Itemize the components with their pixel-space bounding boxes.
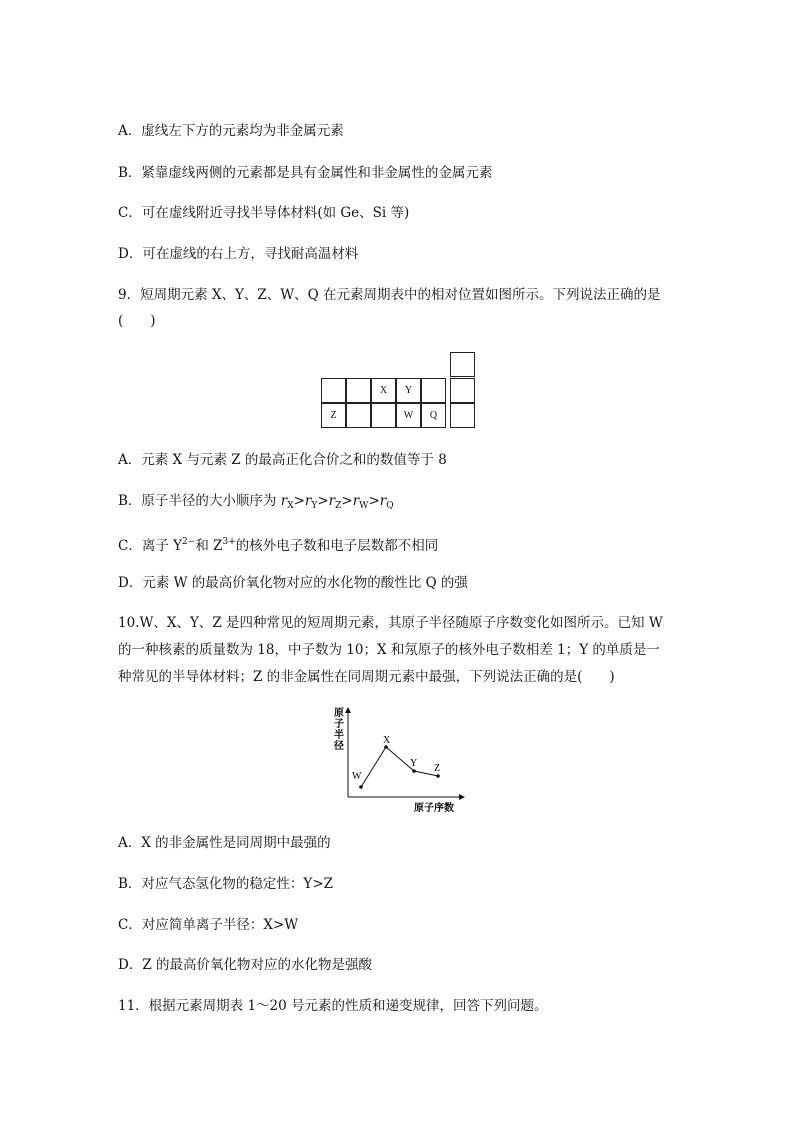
- superscript: 3+: [222, 537, 236, 547]
- radius-symbol: r: [352, 493, 360, 509]
- option-c-suffix: 的核外电子数和电子层数都不相同: [235, 538, 439, 554]
- q10-option-a: A．X 的非金属性是同周期中最强的: [118, 835, 331, 851]
- radius-trend-line: [361, 747, 441, 787]
- element-w-label: W: [403, 410, 414, 421]
- point-label-z: Z: [434, 763, 441, 774]
- q8-option-d: D．可在虚线的右上方，寻找耐高温材料: [118, 246, 359, 262]
- point-label-w: W: [352, 771, 362, 782]
- table-cell: [450, 403, 475, 428]
- y-label-char: 半: [334, 730, 344, 741]
- table-cell: [421, 378, 446, 403]
- q8-option-c: C．可在虚线附近寻找半导体材料(如 Ge、Si 等): [118, 205, 410, 221]
- radius-symbol: r: [304, 493, 312, 509]
- option-b-prefix: B．原子半径的大小顺序为: [118, 493, 281, 509]
- superscript: 2−: [182, 537, 196, 547]
- table-cell-z: [321, 403, 346, 428]
- option-c-prefix: C．离子 Y: [118, 538, 183, 554]
- subscript: Q: [386, 501, 394, 511]
- table-cell: [450, 378, 475, 403]
- element-z-label: Z: [330, 410, 337, 421]
- y-label-char: 子: [334, 719, 344, 730]
- table-cell: [346, 378, 371, 403]
- atomic-radius-graph: [330, 706, 470, 818]
- q9-option-c: [118, 533, 438, 555]
- element-y-label: Y: [404, 385, 413, 396]
- table-cell-top: [450, 352, 475, 377]
- x-axis-label: 原子序数: [414, 803, 454, 814]
- q8-option-a: A．虚线左下方的元素均为非金属元素: [118, 123, 344, 139]
- subscript: W: [359, 501, 369, 511]
- table-cell-y: [396, 378, 421, 403]
- gt-sign: >: [317, 493, 329, 509]
- q9-stem-line2: ( ): [118, 313, 156, 329]
- element-x-label: X: [379, 385, 388, 396]
- option-c-mid: 和 Z: [195, 538, 223, 554]
- subscript: Z: [335, 501, 342, 511]
- point-z: [436, 774, 440, 778]
- table-cell-x: [371, 378, 396, 403]
- point-label-y: Y: [410, 758, 418, 769]
- q10-stem-line2: 的一种核素的质量数为 18，中子数为 10；X 和氖原子的核外电子数相差 1；Y 的单质是一: [118, 642, 660, 658]
- gt-sign: >: [293, 493, 305, 509]
- q9-stem-line1: 9．短周期元素 X、Y、Z、W、Q 在元素周期表中的相对位置如图所示。下列说法正确的是: [118, 287, 661, 303]
- table-cell: [346, 403, 371, 428]
- q10-option-d: D．Z 的最高价氧化物对应的水化物是强酸: [118, 957, 372, 973]
- graph-svg: [330, 706, 470, 818]
- table-cell: [321, 378, 346, 403]
- table-cell-q: [421, 403, 446, 428]
- y-label-char: 原: [334, 708, 344, 719]
- subscript: X: [287, 501, 294, 511]
- table-cell-w: [396, 403, 421, 428]
- q10-stem-line1: 10.W、X、Y、Z 是四种常见的短周期元素，其原子半径随原子序数变化如图所示。已知 W: [118, 615, 663, 631]
- radius-symbol: r: [280, 493, 288, 509]
- radius-symbol: r: [379, 493, 387, 509]
- periodic-table-fragment: [321, 352, 475, 428]
- point-y: [412, 769, 416, 773]
- q11-stem: 11．根据元素周期表 1～20 号元素的性质和递变规律，回答下列问题。: [118, 998, 548, 1014]
- gt-sign: >: [368, 493, 380, 509]
- point-label-x: X: [383, 735, 391, 746]
- q10-stem-line3: 种常见的半导体材料；Z 的非金属性在同周期元素中最强，下列说法正确的是( ): [118, 669, 615, 685]
- subscript: Y: [311, 501, 318, 511]
- y-axis-label: [333, 706, 347, 752]
- y-label-char: 径: [334, 741, 344, 752]
- q10-option-c: C．对应简单离子半径：X>W: [118, 917, 299, 933]
- q8-option-b: B．紧靠虚线两侧的元素都是具有金属性和非金属性的金属元素: [118, 165, 493, 181]
- q9-option-a: A．元素 X 与元素 Z 的最高正化合价之和的数值等于 8: [118, 452, 447, 468]
- radius-symbol: r: [328, 493, 336, 509]
- point-w: [359, 785, 363, 789]
- element-q-label: Q: [429, 410, 438, 421]
- gt-sign: >: [341, 493, 353, 509]
- q10-option-b: B．对应气态氢化物的稳定性：Y>Z: [118, 876, 334, 892]
- q9-option-b: [118, 492, 394, 515]
- table-cell: [371, 403, 396, 428]
- q9-option-d: D．元素 W 的最高价氧化物对应的水化物的酸性比 Q 的强: [118, 575, 468, 591]
